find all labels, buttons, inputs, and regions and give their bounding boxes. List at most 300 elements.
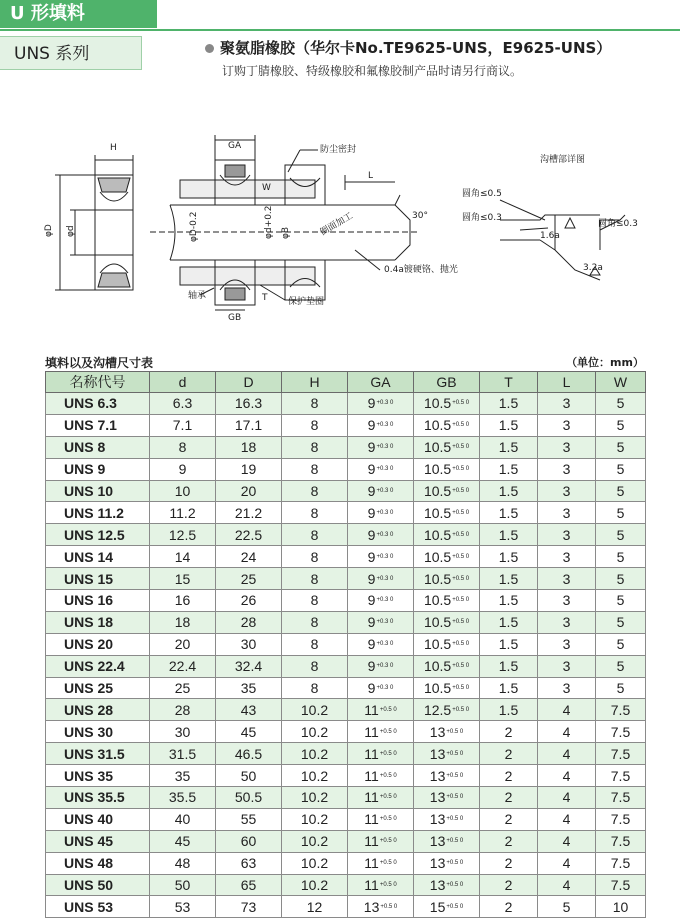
- cell-name: [46, 743, 150, 765]
- cell-h: [282, 743, 348, 765]
- cell-w-value: 5: [616, 614, 625, 631]
- cell-name: [46, 458, 150, 480]
- cell-l-value: 3: [562, 439, 571, 456]
- cell-l: [538, 874, 596, 896]
- cell-od: [216, 546, 282, 568]
- cell-l-value: 4: [562, 745, 571, 762]
- cell-h-value: 10.2: [300, 745, 329, 762]
- cell-od-value: 18: [240, 439, 257, 456]
- table-row: [46, 414, 646, 436]
- cell-od-value: 35: [240, 680, 257, 697]
- cell-w: [596, 721, 646, 743]
- cell-t: [480, 787, 538, 809]
- cell-gb-value: 10.5: [423, 680, 452, 697]
- cell-d-value: 16: [174, 592, 191, 609]
- header-gb: GB: [414, 372, 480, 393]
- cell-t-value: 1.5: [498, 680, 519, 697]
- header-w: W: [596, 372, 646, 393]
- cell-od: [216, 765, 282, 787]
- label-groove-detail: 沟槽部详图: [540, 155, 586, 165]
- cell-od: [216, 874, 282, 896]
- cell-name: [46, 874, 150, 896]
- cell-w-value: 5: [616, 658, 625, 675]
- cell-ga: [348, 808, 414, 830]
- cell-ga-tolerance: +0.5 0: [379, 860, 397, 867]
- cell-d: [150, 699, 216, 721]
- cell-name-value: UNS 35.5: [64, 789, 125, 806]
- table-header-row: [46, 372, 646, 393]
- cell-ga: [348, 896, 414, 918]
- cell-od: [216, 830, 282, 852]
- cell-w-value: 5: [616, 504, 625, 521]
- cell-ga-value: 11: [364, 833, 379, 850]
- cell-w: [596, 546, 646, 568]
- cell-w: [596, 480, 646, 502]
- cell-gb-tolerance: +0.5 0: [446, 903, 464, 910]
- cell-d: [150, 830, 216, 852]
- cell-ga: [348, 743, 414, 765]
- cell-ga-tolerance: +0.3 0: [376, 466, 394, 473]
- cell-gb-value: 13: [429, 855, 446, 872]
- cell-ga: [348, 480, 414, 502]
- cell-w: [596, 633, 646, 655]
- cell-h: [282, 787, 348, 809]
- cell-name-value: UNS 28: [64, 701, 114, 718]
- label-id: φd: [66, 225, 76, 237]
- cell-ga: [348, 699, 414, 721]
- cell-gb: [414, 743, 480, 765]
- cell-gb-value: 13: [429, 833, 446, 850]
- table-row: [46, 502, 646, 524]
- label-od: φD: [44, 224, 54, 237]
- cell-od-value: 16.3: [234, 395, 263, 412]
- cell-d-value: 30: [174, 723, 191, 740]
- cell-d-value: 31.5: [168, 745, 197, 762]
- cell-l-value: 4: [562, 789, 571, 806]
- cell-ga: [348, 546, 414, 568]
- cell-d-value: 6.3: [172, 395, 193, 412]
- cell-l: [538, 787, 596, 809]
- cell-h-value: 10.2: [300, 811, 329, 828]
- cell-d: [150, 590, 216, 612]
- cell-h: [282, 874, 348, 896]
- cell-l: [538, 480, 596, 502]
- cell-od-value: 17.1: [234, 417, 263, 434]
- cell-gb-tolerance: +0.5 0: [446, 882, 464, 889]
- cell-l-value: 3: [562, 526, 571, 543]
- cell-w-value: 7.5: [610, 789, 631, 806]
- cell-h-value: 8: [310, 592, 319, 609]
- cell-gb: [414, 765, 480, 787]
- cell-name: [46, 436, 150, 458]
- cell-w-value: 5: [616, 592, 625, 609]
- cell-od-value: 19: [240, 461, 257, 478]
- cell-gb: [414, 502, 480, 524]
- cell-gb: [414, 436, 480, 458]
- cell-gb: [414, 655, 480, 677]
- cell-d-value: 45: [174, 833, 191, 850]
- cell-h-value: 8: [310, 680, 319, 697]
- cell-od: [216, 480, 282, 502]
- cell-ga: [348, 393, 414, 415]
- cell-od: [216, 721, 282, 743]
- cell-gb: [414, 480, 480, 502]
- cell-ga-tolerance: +0.3 0: [376, 663, 394, 670]
- label-id-tol: φd+0.2: [264, 205, 274, 239]
- cell-name: [46, 393, 150, 415]
- cell-t-value: 1.5: [498, 548, 519, 565]
- cell-l-value: 3: [562, 483, 571, 499]
- cell-name-value: UNS 15: [64, 570, 114, 587]
- cell-name-value: UNS 9: [64, 461, 106, 478]
- cell-w: [596, 896, 646, 918]
- cell-d-value: 9: [178, 461, 187, 478]
- label-ra16: 1.6a: [540, 231, 560, 241]
- cell-d: [150, 436, 216, 458]
- cell-t: [480, 414, 538, 436]
- cell-name-value: UNS 11.2: [64, 504, 124, 521]
- cell-l-value: 4: [562, 723, 571, 740]
- cell-w: [596, 874, 646, 896]
- cell-name: [46, 852, 150, 874]
- cell-t: [480, 633, 538, 655]
- cell-ga: [348, 874, 414, 896]
- cell-h-value: 8: [310, 417, 319, 434]
- cell-w-value: 7.5: [610, 833, 631, 850]
- cell-gb-value: 10.5: [423, 439, 452, 456]
- cell-d: [150, 874, 216, 896]
- cell-ga-tolerance: +0.5 0: [379, 728, 397, 735]
- cell-h-value: 12: [306, 898, 323, 915]
- cell-t-value: 1.5: [498, 614, 519, 631]
- cell-h-value: 8: [310, 570, 319, 587]
- cell-ga-tolerance: +0.5 0: [379, 794, 397, 801]
- cell-ga-tolerance: +0.3 0: [376, 619, 394, 626]
- cell-d-value: 12.5: [168, 526, 197, 543]
- cell-od: [216, 808, 282, 830]
- cell-t-value: 2: [504, 723, 513, 740]
- cell-t-value: 1.5: [498, 417, 519, 434]
- cell-od: [216, 896, 282, 918]
- cell-w: [596, 393, 646, 415]
- cell-od-value: 45: [240, 723, 257, 740]
- cell-h-value: 10.2: [300, 701, 329, 718]
- table-row: [46, 524, 646, 546]
- cell-w-value: 5: [616, 526, 625, 543]
- cell-w: [596, 787, 646, 809]
- cell-w-value: 5: [616, 395, 625, 412]
- cell-d: [150, 787, 216, 809]
- cell-t-value: 1.5: [498, 461, 519, 478]
- cell-gb: [414, 852, 480, 874]
- cell-ga-value: 11: [364, 745, 379, 762]
- cell-od-value: 60: [240, 833, 257, 850]
- cell-h: [282, 480, 348, 502]
- cell-w: [596, 502, 646, 524]
- cell-d-value: 14: [174, 548, 191, 565]
- cell-name-value: UNS 30: [64, 723, 114, 740]
- table-row: [46, 808, 646, 830]
- cell-h: [282, 633, 348, 655]
- cell-t: [480, 393, 538, 415]
- table-row: [46, 436, 646, 458]
- cell-w: [596, 808, 646, 830]
- cell-gb-tolerance: +0.5 0: [452, 509, 470, 516]
- cell-ga-tolerance: +0.3 0: [376, 422, 394, 429]
- cell-l-value: 4: [562, 767, 571, 784]
- cell-t-value: 1.5: [498, 395, 519, 412]
- cell-od-value: 22.5: [234, 526, 263, 543]
- cell-name: [46, 633, 150, 655]
- cell-w-value: 5: [616, 548, 625, 565]
- cell-gb-tolerance: +0.5 0: [452, 553, 470, 560]
- cell-d: [150, 765, 216, 787]
- cell-d-value: 28: [174, 701, 191, 718]
- cell-l-value: 4: [562, 701, 571, 718]
- cell-t: [480, 655, 538, 677]
- cell-ga-value: 9: [367, 395, 376, 412]
- cell-w-value: 5: [616, 417, 625, 434]
- cell-l-value: 5: [562, 898, 571, 915]
- cell-w-value: 5: [616, 439, 625, 456]
- cell-od: [216, 743, 282, 765]
- cell-l: [538, 524, 596, 546]
- cell-h-value: 8: [310, 439, 319, 456]
- cell-gb-tolerance: +0.5 0: [452, 706, 470, 713]
- material-text: 聚氨脂橡胶（华尔卡No.TE9625-UNS，E9625-UNS）: [220, 39, 612, 57]
- label-w: W: [262, 183, 271, 193]
- cell-l: [538, 765, 596, 787]
- cell-h-value: 8: [310, 461, 319, 478]
- cell-ga-tolerance: +0.3 0: [376, 444, 394, 451]
- cell-od-value: 21.2: [234, 504, 263, 521]
- cell-t: [480, 721, 538, 743]
- header-t: T: [480, 372, 538, 393]
- cell-name: [46, 655, 150, 677]
- cell-h: [282, 896, 348, 918]
- cell-t-value: 2: [504, 811, 513, 828]
- cell-h-value: 8: [310, 636, 319, 653]
- cell-ga: [348, 568, 414, 590]
- cell-ga: [348, 524, 414, 546]
- cell-l: [538, 743, 596, 765]
- cell-od-value: 32.4: [234, 658, 263, 675]
- cell-ga-value: 9: [367, 439, 376, 456]
- cell-od-value: 20: [240, 483, 257, 499]
- cell-d-value: 8: [178, 439, 187, 456]
- cell-l: [538, 414, 596, 436]
- cell-l: [538, 436, 596, 458]
- table-row: [46, 874, 646, 896]
- cell-name: [46, 546, 150, 568]
- label-t: T: [262, 293, 268, 303]
- cell-h: [282, 502, 348, 524]
- cell-name-value: UNS 48: [64, 855, 114, 872]
- packing-groove-diagram: [0, 120, 680, 320]
- table-row: [46, 743, 646, 765]
- table-row: [46, 590, 646, 612]
- cell-name: [46, 699, 150, 721]
- cell-t: [480, 458, 538, 480]
- cell-od: [216, 611, 282, 633]
- cell-gb-value: 10.5: [423, 592, 452, 609]
- cell-t: [480, 611, 538, 633]
- cell-h-value: 8: [310, 395, 319, 412]
- cell-od-value: 50: [240, 767, 257, 784]
- cell-h: [282, 677, 348, 699]
- cell-l: [538, 611, 596, 633]
- cell-name: [46, 721, 150, 743]
- cell-od-value: 65: [240, 877, 257, 894]
- cell-h-value: 10.2: [300, 833, 329, 850]
- cell-gb-value: 10.5: [423, 636, 452, 653]
- cell-gb-value: 13: [429, 789, 446, 806]
- cell-ga-value: 9: [367, 614, 376, 631]
- cell-gb: [414, 699, 480, 721]
- cell-l: [538, 590, 596, 612]
- cell-d-value: 18: [174, 614, 191, 631]
- cell-ga-value: 9: [367, 636, 376, 653]
- table-caption: 填料以及沟槽尺寸表: [45, 356, 154, 370]
- cell-h: [282, 830, 348, 852]
- cell-t: [480, 743, 538, 765]
- cell-l: [538, 655, 596, 677]
- cell-ga-tolerance: +0.3 0: [376, 597, 394, 604]
- cell-ga-tolerance: +0.5 0: [380, 903, 398, 910]
- header-l: L: [538, 372, 596, 393]
- cell-name: [46, 677, 150, 699]
- cell-name-value: UNS 8: [64, 439, 106, 456]
- table-row: [46, 677, 646, 699]
- cell-t: [480, 436, 538, 458]
- cell-d-value: 7.1: [172, 417, 193, 434]
- cell-ga: [348, 830, 414, 852]
- cell-ga: [348, 852, 414, 874]
- cell-d: [150, 655, 216, 677]
- dimensions-table: [45, 371, 646, 918]
- cell-d-value: 20: [174, 636, 191, 653]
- cell-ga: [348, 414, 414, 436]
- cell-d: [150, 721, 216, 743]
- cell-name-value: UNS 7.1: [64, 417, 117, 434]
- cell-l-value: 3: [562, 461, 571, 478]
- cell-od: [216, 852, 282, 874]
- cell-gb: [414, 787, 480, 809]
- cell-w: [596, 677, 646, 699]
- cell-od-value: 63: [240, 855, 257, 872]
- cell-w: [596, 611, 646, 633]
- label-ga: GA: [228, 141, 242, 151]
- cell-gb-tolerance: +0.5 0: [452, 531, 470, 538]
- cell-h-value: 8: [310, 526, 319, 543]
- cell-w-value: 5: [616, 636, 625, 653]
- cell-ga-tolerance: +0.3 0: [376, 400, 394, 407]
- cell-t-value: 1.5: [498, 658, 519, 675]
- cell-l-value: 3: [562, 417, 571, 434]
- cell-name: [46, 787, 150, 809]
- cell-h: [282, 852, 348, 874]
- cell-od-value: 30: [240, 636, 257, 653]
- cell-od-value: 24: [240, 548, 257, 565]
- cell-gb-value: 10.5: [423, 395, 452, 412]
- cell-t: [480, 852, 538, 874]
- cell-l-value: 3: [562, 548, 571, 565]
- cell-h: [282, 655, 348, 677]
- cell-gb-value: 10.5: [423, 483, 452, 499]
- cell-od: [216, 393, 282, 415]
- cell-name: [46, 765, 150, 787]
- cell-l-value: 4: [562, 811, 571, 828]
- cell-d: [150, 546, 216, 568]
- cell-l: [538, 808, 596, 830]
- cell-gb-tolerance: +0.5 0: [452, 400, 470, 407]
- cell-od: [216, 568, 282, 590]
- cell-gb: [414, 393, 480, 415]
- cell-gb: [414, 633, 480, 655]
- table-row: [46, 721, 646, 743]
- label-backup: 保护垫圈: [288, 297, 325, 307]
- cell-gb-tolerance: +0.5 0: [452, 619, 470, 626]
- cell-ga: [348, 721, 414, 743]
- cell-ga-tolerance: +0.5 0: [379, 772, 397, 779]
- cell-ga-value: 11: [364, 855, 379, 872]
- cell-gb-value: 10.5: [423, 504, 452, 521]
- label-chamfer: 倒面加工: [318, 211, 355, 238]
- label-angle: 30°: [412, 211, 428, 221]
- cell-l-value: 3: [562, 658, 571, 675]
- cell-d: [150, 633, 216, 655]
- cell-gb-value: 13: [429, 767, 446, 784]
- cell-od-value: 50.5: [234, 789, 263, 806]
- cell-name: [46, 590, 150, 612]
- cell-d-value: 25: [174, 680, 191, 697]
- cell-gb: [414, 611, 480, 633]
- cell-w: [596, 590, 646, 612]
- cell-ga: [348, 611, 414, 633]
- cell-h: [282, 699, 348, 721]
- cell-w: [596, 458, 646, 480]
- cell-od-value: 55: [240, 811, 257, 828]
- cell-ga-value: 9: [367, 526, 376, 543]
- cell-gb: [414, 458, 480, 480]
- cell-gb: [414, 546, 480, 568]
- cell-t-value: 1.5: [498, 483, 519, 499]
- cell-gb-value: 13: [429, 745, 446, 762]
- cell-w-value: 7.5: [610, 877, 631, 894]
- header-h: H: [282, 372, 348, 393]
- cell-od-value: 46.5: [234, 745, 263, 762]
- cell-d-value: 35: [174, 767, 191, 784]
- cell-name-value: UNS 6.3: [64, 395, 117, 412]
- cell-name-value: UNS 25: [64, 680, 114, 697]
- cell-gb-value: 10.5: [423, 461, 452, 478]
- cell-l: [538, 699, 596, 721]
- cell-d: [150, 393, 216, 415]
- cell-w-value: 7.5: [610, 723, 631, 740]
- cell-ga-value: 9: [367, 461, 376, 478]
- cell-h: [282, 436, 348, 458]
- unit-label: （单位：mm）: [566, 356, 644, 369]
- cell-w: [596, 655, 646, 677]
- cell-t: [480, 546, 538, 568]
- cell-w: [596, 568, 646, 590]
- cell-ga-tolerance: +0.5 0: [379, 816, 397, 823]
- cell-od: [216, 699, 282, 721]
- table-row: [46, 787, 646, 809]
- cell-gb-tolerance: +0.5 0: [452, 444, 470, 451]
- label-dust-seal: 防尘密封: [320, 145, 357, 155]
- cell-name: [46, 414, 150, 436]
